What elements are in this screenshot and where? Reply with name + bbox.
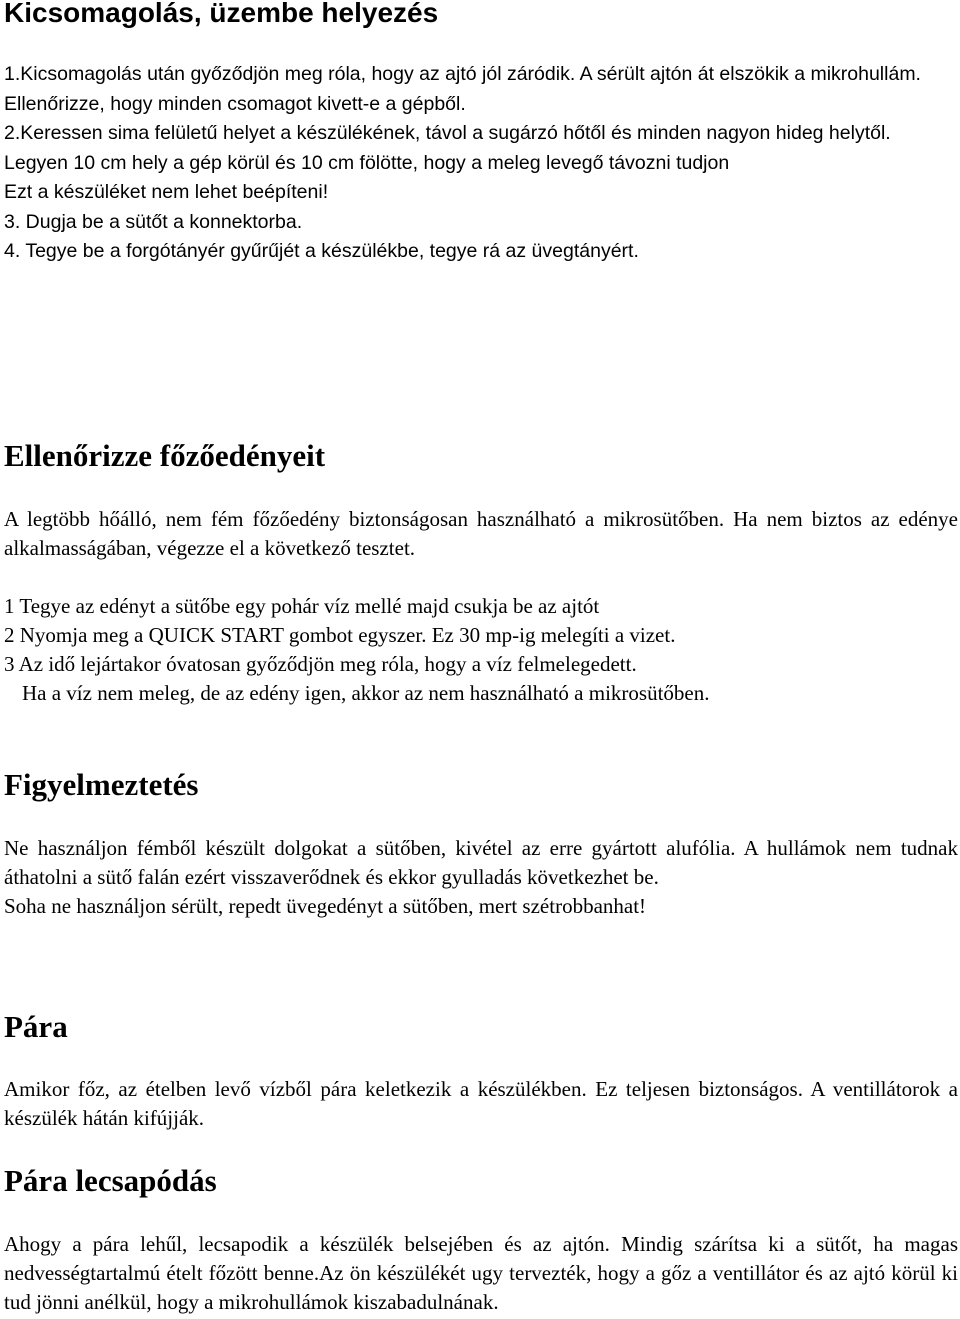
cookware-step-1: 1 Tegye az edényt a sütőbe egy pohár víz mellé majd csukja be az ajtót xyxy=(4,594,600,618)
install-step-3: 3. Dugja be a sütőt a konnektorba. xyxy=(4,210,303,233)
condensation-text xyxy=(4,1230,958,1317)
install-step-1: 1.Kicsomagolás után győződjön meg róla, hogy az ajtó jól záródik. A sérült ajtón át elszökik a mikrohullám. xyxy=(4,63,921,85)
warning-metal: Ne használjon fémből készült dolgokat a sütőben, kivétel az erre gyártott alufólia. A hullámok nem tudnak áthatolni a sütő falán ezért visszaverődnek és ekkor gyulladás következhet be. xyxy=(4,836,958,889)
heading-unpacking-installation: Kicsomagolás, üzembe helyezés xyxy=(4,0,439,28)
install-check-packaging: Ellenőrizze, hogy minden csomagot kivett-e a gépből. xyxy=(4,92,466,115)
installation-instructions xyxy=(4,60,958,267)
cookware-step-2: 2 Nyomja meg a QUICK START gombot egyszer. Ez 30 mp-ig melegíti a vizet. xyxy=(4,623,676,647)
cookware-intro: A legtöbb hőálló, nem fém főzőedény biztonságosan használható a mikrosütőben. Ha nem biztos az edénye alkalmasságában, végezze el a következő tesztet. xyxy=(4,507,958,560)
heading-condensation: Pára lecsapódás xyxy=(4,1163,217,1198)
heading-steam: Pára xyxy=(4,1009,68,1044)
condensation-paragraph: Ahogy a pára lehűl, lecsapodik a készülék belsejében és az ajtón. Mindig szárítsa ki a sütőt, ha magas nedvességtartalmú ételt főzött benne.Az ön készülékét ugy tervezték, hogy a gőz a ventillátor és az ajtó körül ki tud jönni anélkül, hogy a mikrohullámok kiszabadulnának. xyxy=(4,1232,958,1314)
cookware-result-note: Ha a víz nem meleg, de az edény igen, akkor az nem használható a mikrosütőben. xyxy=(22,681,710,705)
cookware-step-3: 3 Az idő lejártakor óvatosan győződjön meg róla, hogy a víz felmelegedett. xyxy=(4,652,637,676)
install-clearance: Legyen 10 cm hely a gép körül és 10 cm fölötte, hogy a meleg levegő távozni tudjon xyxy=(4,151,730,174)
warning-text xyxy=(4,834,958,921)
warning-damaged-glass: Soha ne használjon sérült, repedt üvegedényt a sütőben, mert szétrobbanhat! xyxy=(4,894,647,918)
install-no-builtin: Ezt a készüléket nem lehet beépíteni! xyxy=(4,181,329,203)
install-step-2: 2.Keressen sima felületű helyet a készülékének, távol a sugárzó hőtől és minden nagyon hideg helytől. xyxy=(4,122,891,144)
steam-text xyxy=(4,1075,958,1133)
steam-paragraph: Amikor főz, az ételben levő vízből pára keletkezik a készülékben. Ez teljesen biztonságos. A ventillátorok a készülék hátán kifújják. xyxy=(4,1077,958,1130)
cookware-test xyxy=(4,505,958,708)
heading-warning: Figyelmeztetés xyxy=(4,767,199,802)
install-step-4: 4. Tegye be a forgótányér gyűrűjét a készülékbe, tegye rá az üvegtányért. xyxy=(4,240,639,262)
heading-check-cookware: Ellenőrizze főzőedényeit xyxy=(4,438,326,473)
